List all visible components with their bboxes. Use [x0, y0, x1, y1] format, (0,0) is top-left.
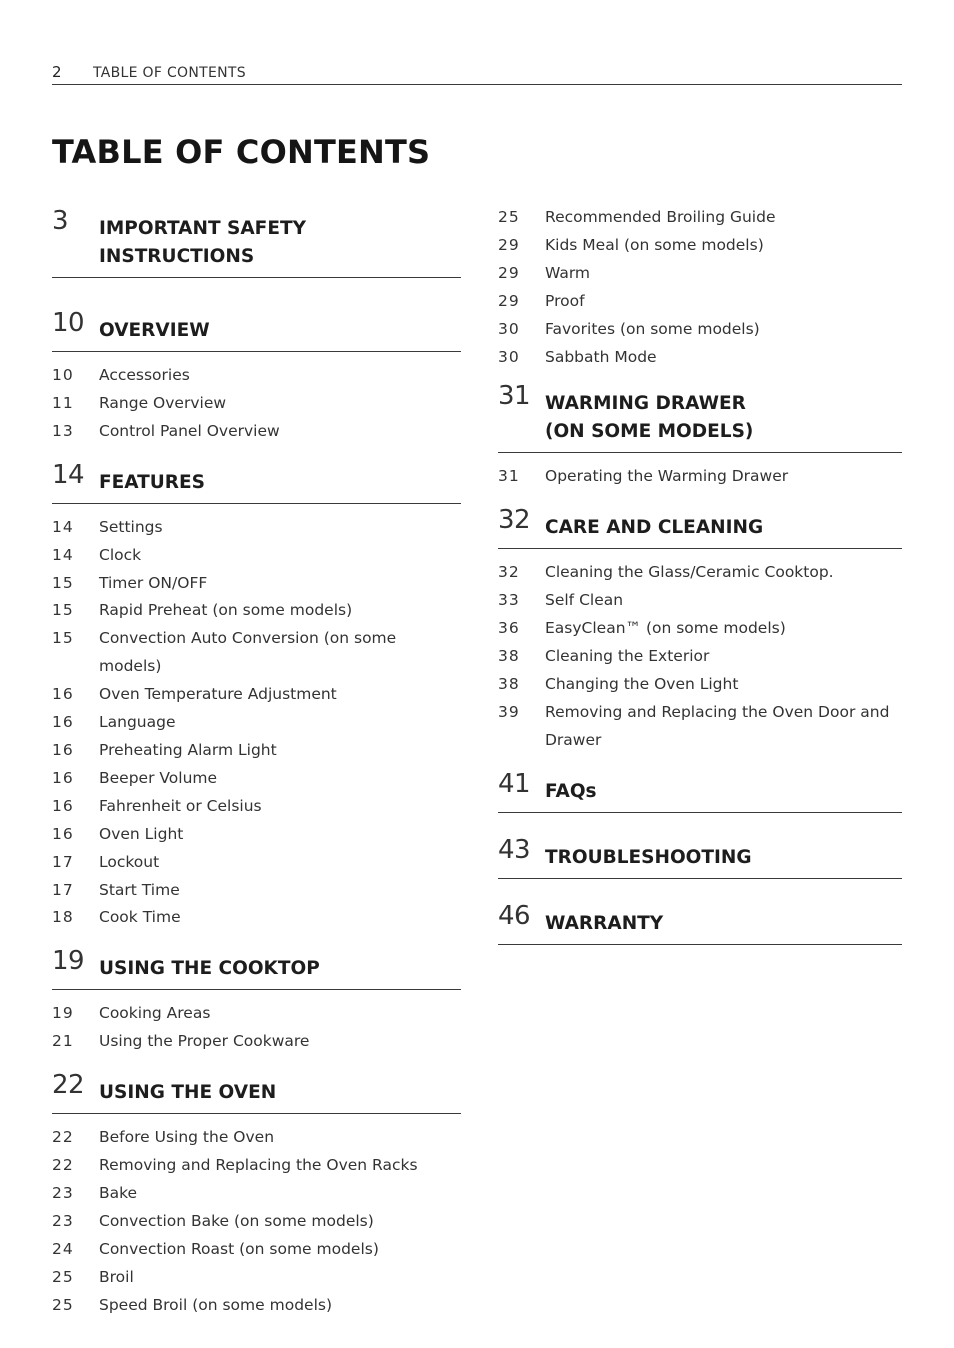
item-label: Removing and Replacing the Oven Door and Drawer	[545, 702, 890, 749]
toc-section-care-cleaning[interactable]	[498, 505, 902, 754]
toc-section-warming-drawer[interactable]	[498, 381, 902, 491]
section-title-line: (ON SOME MODELS)	[545, 421, 754, 443]
toc-item[interactable]	[52, 570, 461, 598]
toc-item[interactable]	[52, 1000, 461, 1028]
item-label: Settings	[99, 517, 163, 536]
section-title: TROUBLESHOOTING	[545, 846, 752, 868]
item-page-number: 13	[52, 421, 74, 440]
section-heading	[52, 460, 461, 504]
item-label: Convection Roast (on some models)	[99, 1239, 379, 1258]
section-item-list	[52, 352, 461, 446]
toc-item[interactable]	[52, 904, 461, 932]
section-heading	[498, 505, 902, 549]
toc-item[interactable]	[52, 1028, 461, 1056]
item-label: Proof	[545, 291, 585, 310]
item-label: Clock	[99, 545, 142, 564]
item-page-number: 29	[498, 235, 520, 254]
toc-item[interactable]	[52, 765, 461, 793]
item-page-number: 21	[52, 1032, 74, 1051]
toc-item[interactable]	[52, 821, 461, 849]
item-label: Recommended Broiling Guide	[545, 208, 776, 226]
section-title: WARRANTY	[545, 912, 664, 934]
toc-section-warranty[interactable]	[498, 901, 902, 945]
toc-item[interactable]	[52, 418, 461, 446]
toc-item[interactable]	[52, 597, 461, 625]
toc-item[interactable]	[498, 288, 902, 316]
toc-item[interactable]	[498, 671, 902, 699]
section-item-list	[52, 504, 461, 933]
section-heading	[498, 381, 902, 453]
toc-item[interactable]	[52, 542, 461, 570]
item-page-number: 23	[52, 1211, 74, 1230]
item-label: Language	[99, 713, 176, 732]
item-page-number: 31	[498, 467, 520, 486]
item-page-number: 22	[52, 1128, 74, 1147]
item-label: Warm	[545, 263, 591, 282]
toc-item[interactable]	[498, 204, 902, 232]
item-page-number: 14	[52, 517, 74, 536]
continued-item-list	[498, 204, 902, 371]
item-label: Accessories	[99, 366, 190, 384]
toc-section-faqs[interactable]	[498, 769, 902, 813]
item-page-number: 15	[52, 573, 74, 592]
toc-item[interactable]	[52, 1152, 461, 1180]
item-page-number: 25	[52, 1267, 74, 1286]
section-page-number: 22	[52, 1070, 85, 1101]
toc-item[interactable]	[498, 699, 902, 755]
toc-section-features[interactable]	[52, 460, 461, 933]
item-page-number: 38	[498, 674, 520, 693]
item-label: Bake	[99, 1183, 138, 1202]
section-item-list	[52, 1114, 461, 1319]
item-page-number: 16	[52, 740, 74, 759]
toc-item[interactable]	[498, 643, 902, 671]
item-label: Start Time	[99, 880, 180, 899]
toc-item[interactable]	[52, 1208, 461, 1236]
item-label: Cleaning the Glass/Ceramic Cooktop.	[545, 563, 834, 582]
section-page-number: 43	[498, 834, 531, 865]
item-page-number: 33	[498, 591, 520, 610]
item-label: Oven Temperature Adjustment	[99, 685, 337, 704]
running-title: TABLE OF CONTENTS	[93, 65, 246, 81]
item-label: Favorites (on some models)	[545, 319, 760, 338]
item-label: Range Overview	[99, 393, 227, 412]
section-heading	[498, 769, 902, 813]
toc-left-column	[52, 206, 461, 1319]
item-label: Operating the Warming Drawer	[545, 467, 789, 486]
item-label: Broil	[99, 1267, 134, 1286]
section-title-line: WARMING DRAWER	[545, 393, 746, 415]
toc-item[interactable]	[52, 514, 461, 542]
item-page-number: 16	[52, 685, 74, 704]
section-heading	[498, 835, 902, 879]
section-title: IMPORTANT SAFETY INSTRUCTIONS	[99, 218, 306, 267]
toc-item[interactable]	[52, 362, 461, 390]
item-label: Before Using the Oven	[99, 1128, 275, 1147]
toc-item[interactable]	[52, 1180, 461, 1208]
item-page-number: 16	[52, 713, 74, 732]
toc-section-oven[interactable]	[52, 1070, 461, 1319]
section-title: CARE AND CLEANING	[545, 517, 764, 539]
section-page-number: 10	[52, 308, 85, 338]
item-page-number: 30	[498, 319, 520, 338]
toc-item[interactable]	[498, 463, 902, 491]
running-header	[52, 58, 902, 85]
item-page-number: 19	[52, 1004, 74, 1023]
section-title: USING THE OVEN	[99, 1082, 277, 1104]
toc-item[interactable]	[52, 1264, 461, 1292]
toc-section-safety[interactable]	[52, 206, 461, 278]
page-number: 2	[52, 63, 62, 81]
section-heading	[52, 946, 461, 990]
item-page-number: 17	[52, 880, 74, 899]
item-label: Timer ON/OFF	[99, 573, 208, 592]
page-title: TABLE OF CONTENTS	[52, 133, 431, 171]
toc-section-cooktop[interactable]	[52, 946, 461, 1056]
section-title: USING THE COOKTOP	[99, 958, 320, 980]
toc-item[interactable]	[52, 793, 461, 821]
section-heading	[52, 308, 461, 352]
item-label: Fahrenheit or Celsius	[99, 796, 262, 815]
item-label: Kids Meal (on some models)	[545, 235, 764, 254]
section-page-number: 41	[498, 768, 531, 799]
item-label: Control Panel Overview	[99, 421, 280, 440]
item-label: EasyClean™ (on some models)	[545, 619, 786, 638]
section-page-number: 3	[52, 206, 69, 236]
item-page-number: 36	[498, 619, 520, 638]
item-label: Changing the Oven Light	[545, 674, 739, 693]
section-page-number: 19	[52, 946, 85, 977]
item-label: Oven Light	[99, 824, 184, 843]
item-page-number: 25	[52, 1295, 74, 1314]
toc-right-column	[498, 204, 902, 945]
section-page-number: 14	[52, 459, 85, 490]
item-page-number: 15	[52, 629, 74, 648]
item-page-number: 17	[52, 852, 74, 871]
item-label: Convection Auto Conversion (on some models)	[99, 629, 397, 676]
toc-item[interactable]	[52, 625, 461, 681]
item-page-number: 16	[52, 796, 74, 815]
section-title: OVERVIEW	[99, 320, 210, 341]
section-title: FEATURES	[99, 471, 206, 493]
toc-item[interactable]	[52, 1236, 461, 1264]
item-page-number: 23	[52, 1183, 74, 1202]
item-label: Rapid Preheat (on some models)	[99, 601, 353, 620]
item-label: Self Clean	[545, 591, 624, 610]
toc-item[interactable]	[52, 1124, 461, 1152]
item-page-number: 16	[52, 824, 74, 843]
item-label: Speed Broil (on some models)	[99, 1295, 332, 1314]
section-heading	[498, 901, 902, 945]
item-page-number: 30	[498, 347, 520, 366]
item-page-number: 24	[52, 1239, 74, 1258]
item-label: Removing and Replacing the Oven Racks	[99, 1156, 418, 1175]
item-label: Convection Bake (on some models)	[99, 1211, 374, 1230]
section-title	[545, 381, 902, 446]
item-label: Cooking Areas	[99, 1004, 211, 1023]
toc-item[interactable]	[52, 1292, 461, 1320]
toc-item[interactable]	[498, 232, 902, 260]
item-page-number: 10	[52, 366, 74, 384]
item-page-number: 29	[498, 291, 520, 310]
item-page-number: 18	[52, 908, 74, 927]
toc-item[interactable]	[52, 877, 461, 905]
item-page-number: 39	[498, 702, 520, 721]
item-label: Cleaning the Exterior	[545, 647, 710, 666]
toc-item[interactable]	[52, 709, 461, 737]
item-page-number: 15	[52, 601, 74, 620]
item-page-number: 25	[498, 208, 520, 226]
toc-item[interactable]	[498, 559, 902, 587]
toc-section-troubleshooting[interactable]	[498, 835, 902, 879]
item-page-number: 16	[52, 768, 74, 787]
section-item-list	[498, 549, 902, 754]
item-page-number: 29	[498, 263, 520, 282]
toc-item[interactable]	[498, 316, 902, 344]
section-page-number: 46	[498, 900, 531, 931]
section-page-number: 31	[498, 381, 531, 412]
section-page-number: 32	[498, 505, 531, 536]
toc-item[interactable]	[52, 849, 461, 877]
item-label: Beeper Volume	[99, 768, 218, 787]
section-item-list	[498, 453, 902, 491]
item-label: Preheating Alarm Light	[99, 740, 277, 759]
toc-item[interactable]	[498, 344, 902, 372]
item-page-number: 38	[498, 647, 520, 666]
item-page-number: 22	[52, 1156, 74, 1175]
section-heading	[52, 1070, 461, 1114]
toc-item[interactable]	[52, 737, 461, 765]
item-page-number: 14	[52, 545, 74, 564]
toc-item[interactable]	[498, 615, 902, 643]
item-label: Sabbath Mode	[545, 347, 657, 366]
section-item-list	[52, 990, 461, 1056]
toc-item[interactable]	[52, 681, 461, 709]
item-label: Cook Time	[99, 908, 181, 927]
item-page-number: 11	[52, 393, 74, 412]
section-heading	[52, 206, 461, 278]
item-label: Lockout	[99, 852, 160, 871]
section-title: FAQs	[545, 780, 597, 802]
toc-item[interactable]	[52, 390, 461, 418]
toc-item[interactable]	[498, 587, 902, 615]
toc-section-overview[interactable]	[52, 308, 461, 446]
item-label: Using the Proper Cookware	[99, 1032, 310, 1051]
toc-item[interactable]	[498, 260, 902, 288]
item-page-number: 32	[498, 563, 520, 582]
